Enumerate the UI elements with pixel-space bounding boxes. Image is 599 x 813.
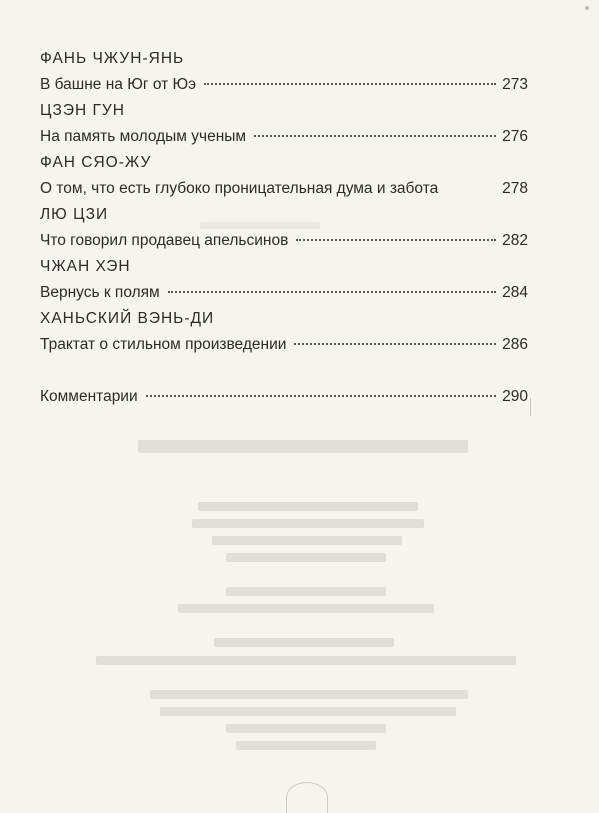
bleed-through-line bbox=[150, 690, 468, 699]
page-bottom-mark bbox=[286, 782, 328, 813]
bleed-through-line bbox=[226, 724, 386, 733]
bleed-through-line bbox=[160, 707, 456, 716]
toc-leader-dots bbox=[146, 395, 496, 397]
toc-entry[interactable] bbox=[40, 176, 528, 202]
bleed-through-line bbox=[178, 604, 434, 613]
toc-entry-title: Трактат о стильном произведении bbox=[40, 336, 287, 353]
toc-entry[interactable] bbox=[40, 280, 528, 306]
bleed-through-line bbox=[226, 587, 386, 596]
toc-page-number: 276 bbox=[502, 128, 528, 145]
toc-entry-commentary[interactable] bbox=[40, 384, 528, 410]
bleed-through-line bbox=[192, 519, 424, 528]
toc-author: ЦЗЭН ГУН bbox=[40, 102, 125, 119]
toc-leader-dots bbox=[254, 135, 496, 137]
toc-entry[interactable] bbox=[40, 332, 528, 358]
toc-leader-dots bbox=[294, 343, 496, 345]
toc-spacer bbox=[40, 358, 528, 384]
toc-author: ЧЖАН ХЭН bbox=[40, 258, 131, 275]
bleed-through-line bbox=[214, 638, 394, 647]
toc-entry-title: Вернусь к полям bbox=[40, 284, 160, 301]
toc-page-number: 273 bbox=[502, 76, 528, 93]
bleed-through-line bbox=[236, 741, 376, 750]
toc-entry[interactable] bbox=[40, 228, 528, 254]
corner-mark bbox=[585, 6, 589, 10]
toc-page-number: 284 bbox=[502, 284, 528, 301]
bleed-through-line bbox=[96, 656, 516, 665]
bleed-through-line bbox=[198, 502, 418, 511]
edge-mark bbox=[530, 398, 531, 416]
toc-entry-title: Что говорил продавец апельсинов bbox=[40, 232, 289, 249]
toc-entry-title: На память молодым ученым bbox=[40, 128, 247, 145]
bleed-through-line bbox=[200, 222, 320, 229]
toc-page-number: 290 bbox=[502, 388, 528, 405]
bleed-through-line bbox=[212, 536, 402, 545]
bleed-through-line bbox=[226, 553, 386, 562]
toc-author: ЛЮ ЦЗИ bbox=[40, 206, 109, 223]
toc-entry-title: В башне на Юг от Юэ bbox=[40, 76, 197, 93]
toc-entry[interactable] bbox=[40, 72, 528, 98]
bleed-through-heading bbox=[138, 440, 468, 453]
toc-author: ФАН СЯО-ЖУ bbox=[40, 154, 152, 171]
toc-page-number: 278 bbox=[502, 180, 528, 197]
toc-leader-dots bbox=[204, 83, 496, 85]
toc-author: ФАНЬ ЧЖУН-ЯНЬ bbox=[40, 50, 185, 67]
toc-leader-dots bbox=[296, 239, 496, 241]
toc-entry-title: О том, что есть глубоко проницательная дума и забота bbox=[40, 180, 439, 197]
toc-page-number: 282 bbox=[502, 232, 528, 249]
toc-page-number: 286 bbox=[502, 336, 528, 353]
toc-author: ХАНЬСКИЙ ВЭНЬ-ДИ bbox=[40, 310, 215, 327]
toc-entry[interactable] bbox=[40, 124, 528, 150]
toc-leader-dots bbox=[168, 291, 496, 293]
toc-entry-title: Комментарии bbox=[40, 388, 138, 405]
